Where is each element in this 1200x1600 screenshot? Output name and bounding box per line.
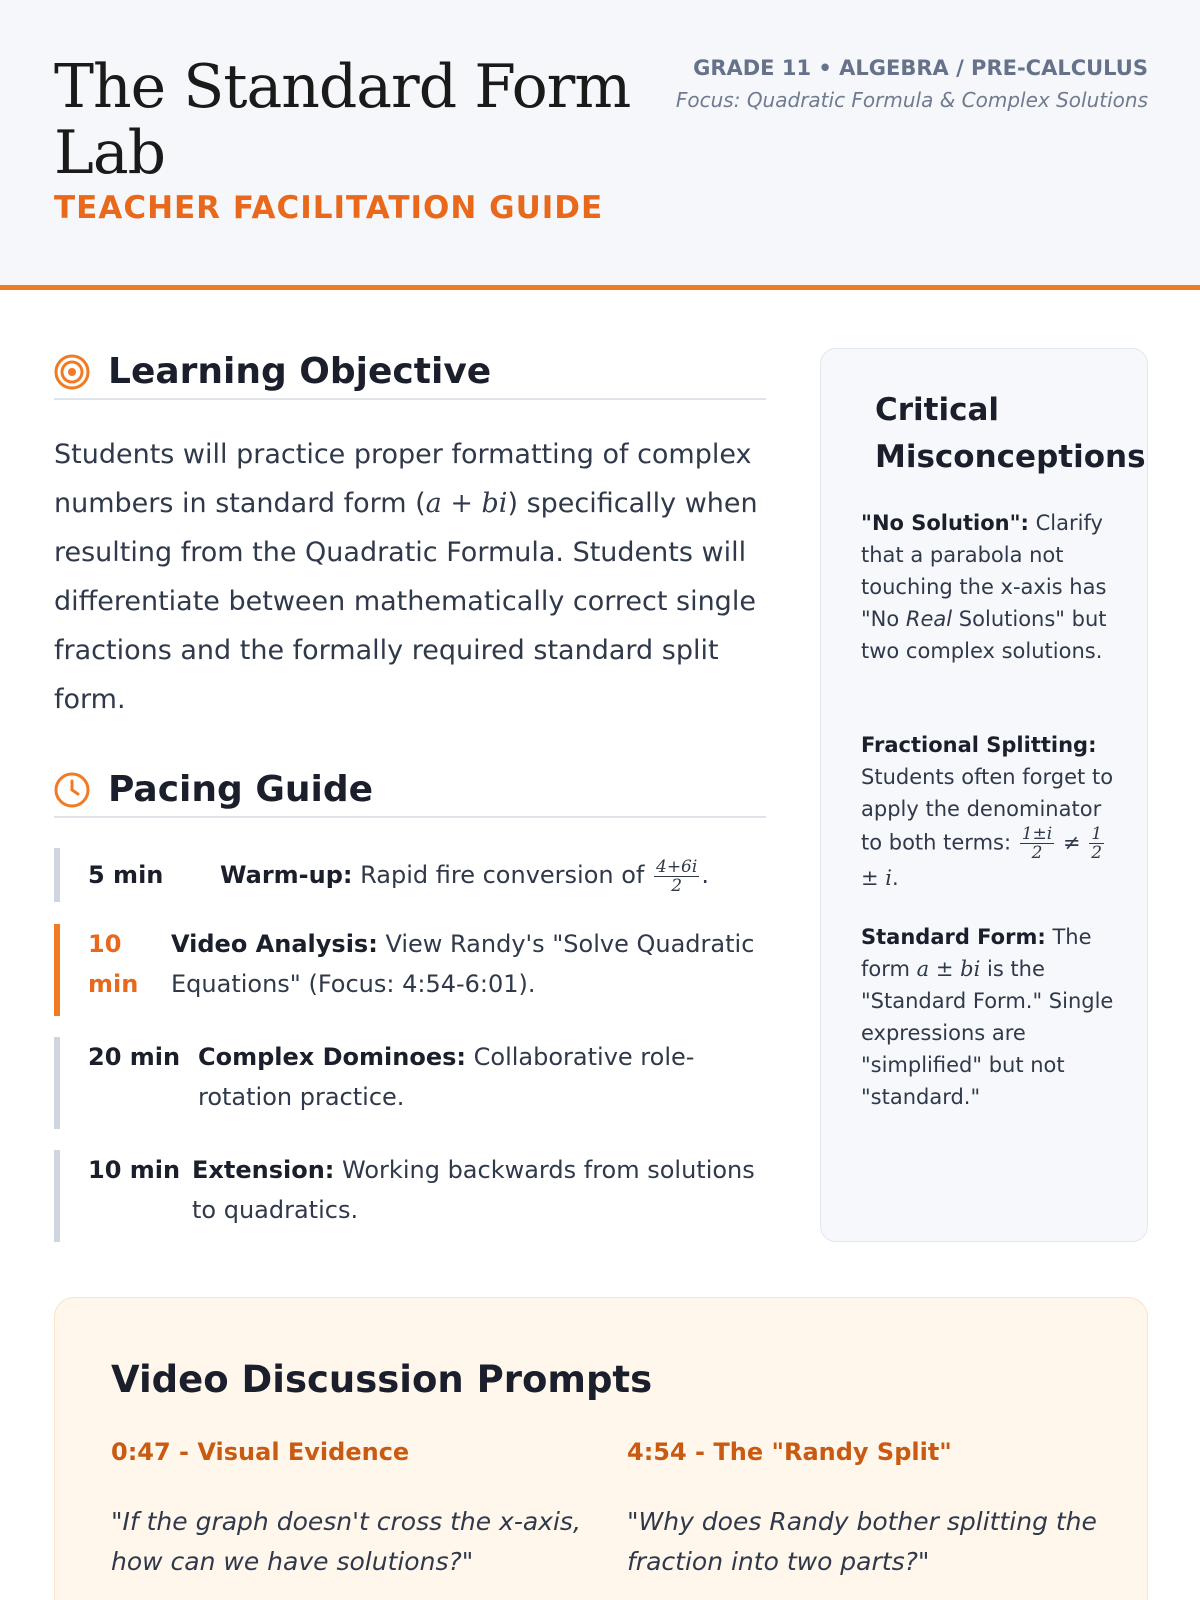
misconception-label: "No Solution": bbox=[861, 511, 1029, 535]
pace-item-video bbox=[54, 924, 766, 1016]
objective-heading: Learning Objective bbox=[108, 351, 492, 392]
misconception-no-solution bbox=[861, 507, 1121, 667]
page-title: The Standard Form Lab bbox=[54, 52, 631, 188]
fraction-numerator: 1 bbox=[1091, 824, 1103, 844]
course-meta bbox=[588, 56, 1148, 112]
misconception-text: Students often forget to apply the denominator to both terms: bbox=[861, 765, 1114, 855]
pace-desc bbox=[192, 1150, 766, 1230]
pace-desc bbox=[171, 924, 766, 1004]
pace-suffix: . bbox=[701, 861, 709, 889]
grade-label: GRADE 11 • ALGEBRA / PRE-CALCULUS bbox=[693, 56, 1148, 80]
pace-item-dominoes bbox=[54, 1037, 766, 1129]
prompt-question: "If the graph doesn't cross the x-axis, how can we have solutions?" bbox=[111, 1507, 581, 1576]
misconception-fractional-splitting bbox=[861, 729, 1121, 894]
fraction-denominator: 2 bbox=[1091, 843, 1103, 863]
pace-time: 10 min bbox=[88, 930, 139, 998]
misconception-label: Fractional Splitting: bbox=[861, 733, 1097, 757]
standard-form-math: a ± bi bbox=[916, 957, 981, 981]
misconception-text: is the "Standard Form." Single expressions are "simplified" but not "standard." bbox=[861, 957, 1114, 1109]
fraction-denominator: 2 bbox=[1031, 843, 1043, 863]
objective-text bbox=[54, 430, 766, 724]
prompt-card bbox=[111, 1438, 591, 1582]
pace-label: Complex Dominoes: bbox=[198, 1043, 467, 1071]
prompt-card bbox=[627, 1438, 1107, 1582]
imaginary-term: ± i bbox=[861, 866, 892, 890]
page-subtitle: TEACHER FACILITATION GUIDE bbox=[54, 190, 604, 226]
clock-icon bbox=[54, 772, 90, 808]
objective-section-header bbox=[54, 350, 766, 400]
objective-text-part: ) specifically when resulting from the Quadratic Formula. Students will differentiate between mathematically correct single fractions and the formally required standard split form. bbox=[54, 488, 758, 715]
misconception-label: Standard Form: bbox=[861, 925, 1046, 949]
pace-desc bbox=[220, 855, 766, 895]
misconception-text: Solutions" but two complex solutions. bbox=[861, 607, 1107, 663]
half-fraction bbox=[1089, 825, 1104, 862]
misconception-text: Clarify that a parabola not touching the x-axis has "No bbox=[861, 511, 1107, 631]
misconception-suffix: . bbox=[892, 866, 899, 890]
pace-time: 10 min bbox=[88, 1156, 181, 1184]
fraction-numerator: 4+6i bbox=[656, 856, 698, 877]
objective-math: a + bi bbox=[425, 488, 508, 519]
focus-label: Focus: Quadratic Formula & Complex Solutions bbox=[675, 88, 1148, 112]
fraction-numerator: 1±i bbox=[1021, 824, 1053, 844]
pace-text: Working backwards from solutions to quadratics. bbox=[192, 1156, 755, 1224]
discussion-prompts-panel bbox=[54, 1297, 1148, 1600]
misconception-emphasis: Real bbox=[905, 607, 953, 631]
prompts-heading: Video Discussion Prompts bbox=[111, 1358, 653, 1401]
fraction-denominator: 2 bbox=[671, 875, 683, 896]
pace-text: Rapid fire conversion of bbox=[360, 861, 645, 889]
page-header bbox=[0, 0, 1200, 290]
target-icon bbox=[54, 354, 90, 390]
misconceptions-heading: Critical Misconceptions bbox=[875, 392, 1146, 475]
wrong-fraction bbox=[1020, 825, 1055, 862]
pacing-heading: Pacing Guide bbox=[108, 769, 374, 810]
pace-time: 20 min bbox=[88, 1043, 181, 1071]
objective-text-part: Students will practice proper formatting of complex numbers in standard form ( bbox=[54, 439, 752, 519]
misconception-text: The form bbox=[861, 925, 1092, 981]
prompt-timestamp: 4:54 - The "Randy Split" bbox=[627, 1438, 952, 1466]
pace-label: Video Analysis: bbox=[171, 930, 378, 958]
pace-text: Collaborative role-rotation practice. bbox=[198, 1043, 695, 1111]
pace-label: Warm-up: bbox=[220, 861, 353, 889]
warmup-fraction bbox=[654, 858, 699, 895]
pace-desc bbox=[198, 1037, 766, 1117]
pace-item-extension bbox=[54, 1150, 766, 1242]
misconception-standard-form bbox=[861, 921, 1121, 1113]
not-equal-sign: ≠ bbox=[1062, 830, 1081, 855]
pace-time: 5 min bbox=[88, 861, 164, 889]
pacing-section-header bbox=[54, 768, 766, 818]
pace-item-warmup bbox=[54, 848, 766, 902]
misconceptions-panel bbox=[820, 348, 1148, 1242]
pace-label: Extension: bbox=[192, 1156, 335, 1184]
pace-text: View Randy's "Solve Quadratic Equations" (Focus: 4:54-6:01). bbox=[171, 930, 755, 998]
prompt-timestamp: 0:47 - Visual Evidence bbox=[111, 1438, 410, 1466]
prompt-question: "Why does Randy bother splitting the fraction into two parts?" bbox=[627, 1507, 1097, 1576]
